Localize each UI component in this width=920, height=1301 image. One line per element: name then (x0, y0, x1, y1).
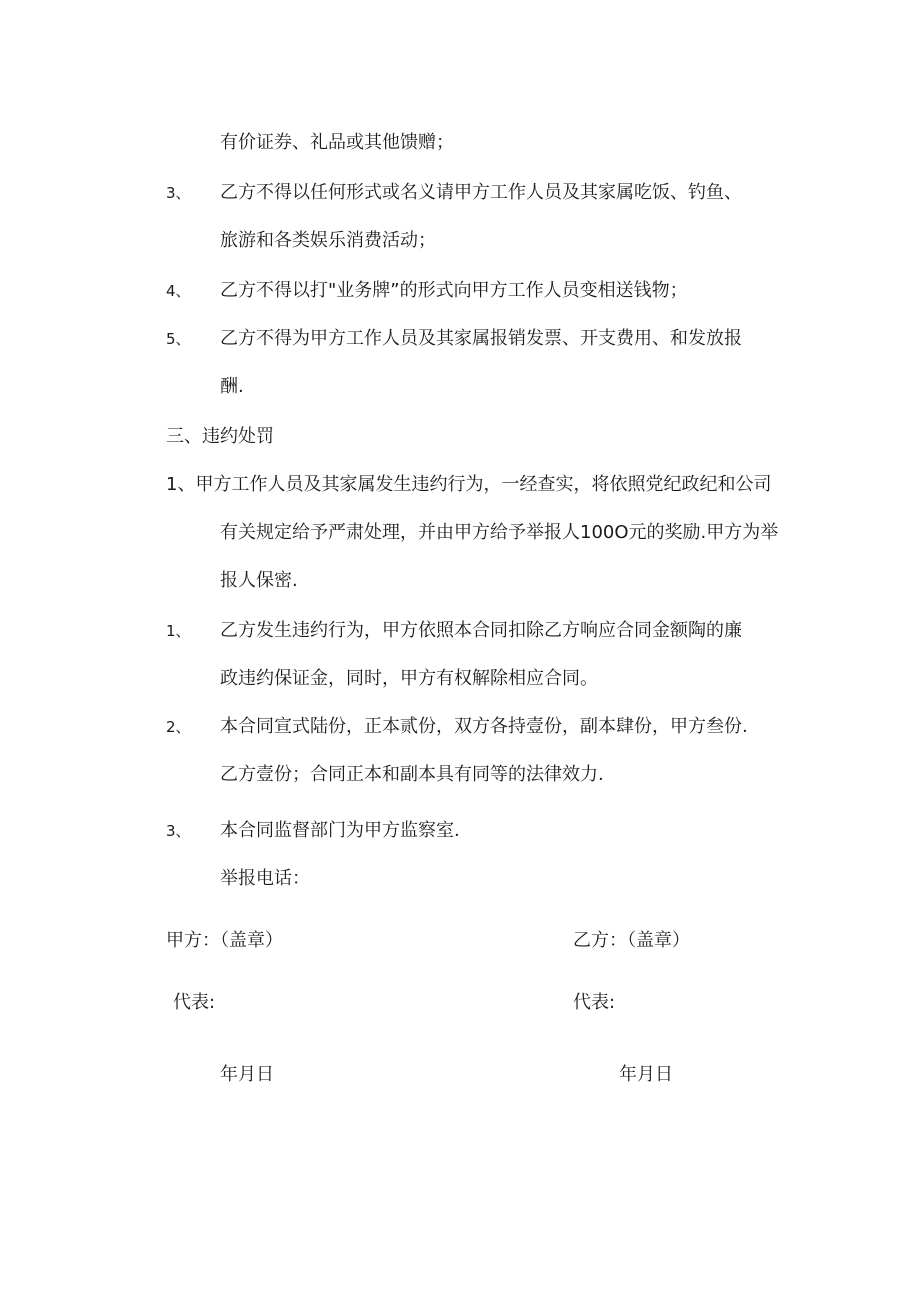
clause-3-line-1: 乙方不得以任何形式或名义请甲方工作人员及其家属吃饭、钓鱼、 (220, 182, 742, 203)
clause-number-4: 4、 (166, 282, 191, 300)
party-a-date: 年月日 (220, 1064, 274, 1085)
copies-line-2: 乙方壹份；合同正本和副本具有同等的法律效力. (220, 764, 604, 785)
clause-5-line-1: 乙方不得为甲方工作人员及其家属报销发票、开支费用、和发放报 (220, 328, 742, 349)
copies-line-1: 本合同宣式陆份，正本贰份，双方各持壹份，副本肆份，甲方叁份. (220, 716, 748, 737)
penalty-1-line-1: 1、甲方工作人员及其家属发生违约行为，一经查实，将依照党纪政纪和公司 (166, 474, 772, 495)
clause-number-3: 3、 (166, 184, 191, 202)
clause-3-line-2: 旅游和各类娱乐消费活动； (220, 230, 436, 251)
party-b-date: 年月日 (619, 1064, 673, 1085)
supervision-line: 本合同监督部门为甲方监察室. (220, 820, 460, 841)
penalty-2-line-2: 政违约保证金，同时，甲方有权解除相应合同。 (220, 668, 598, 689)
clause-number-5: 5、 (166, 330, 191, 348)
clause-2-continuation: 有价证券、礼品或其他馈赠； (220, 132, 454, 153)
clause-4: 乙方不得以打"业务牌”的形式向甲方工作人员变相送钱物； (220, 280, 688, 301)
penalty-number-1: 1、 (166, 622, 191, 640)
hotline-label: 举报电话： (220, 868, 310, 889)
party-a-seal: 甲方：（盖章） (166, 930, 283, 951)
penalty-number-3: 3、 (166, 822, 191, 840)
penalty-2-line-1: 乙方发生违约行为，甲方依照本合同扣除乙方响应合同金额陶的廉 (220, 620, 742, 641)
party-b-seal: 乙方：（盖章） (573, 930, 690, 951)
party-a-representative: 代表: (173, 992, 216, 1013)
section-heading: 三、违约处罚 (166, 426, 274, 447)
party-b-representative: 代表: (573, 992, 616, 1013)
clause-5-line-2: 酬. (220, 376, 244, 397)
penalty-1-line-3: 报人保密. (220, 570, 298, 591)
penalty-number-2: 2、 (166, 718, 191, 736)
penalty-1-line-2: 有关规定给予严肃处理，并由甲方给予举报人100O元的奖励.甲方为举 (220, 522, 779, 543)
